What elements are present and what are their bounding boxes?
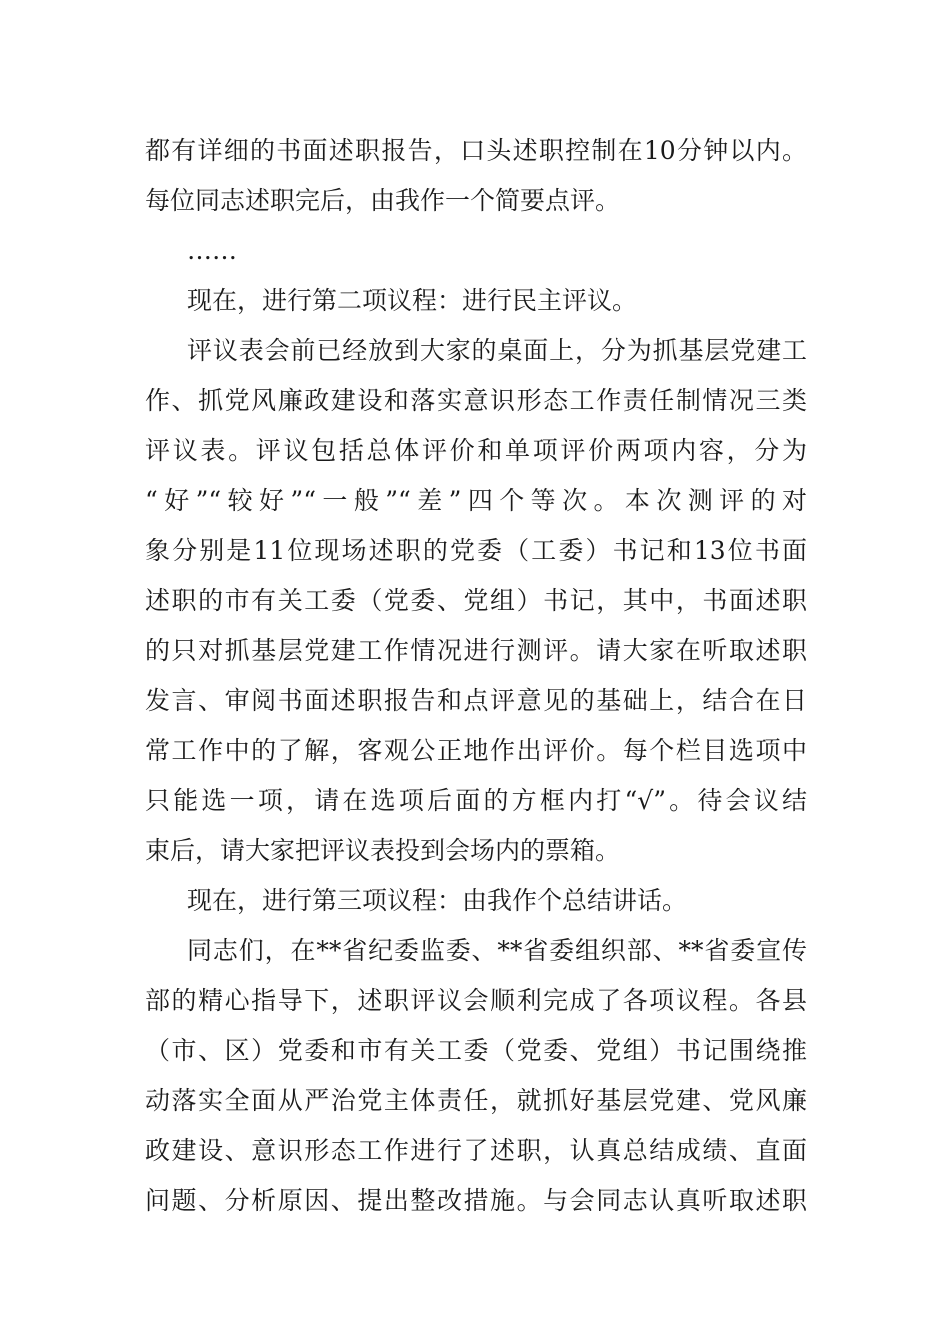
text-line: 都有详细的书面述职报告，口头述职控制在10分钟以内。 xyxy=(145,136,807,165)
text-line: 评议表会前已经放到大家的桌面上，分为抓基层党建工 xyxy=(187,336,807,365)
text-line: 发言、审阅书面述职报告和点评意见的基础上，结合在日 xyxy=(145,686,807,715)
text-line: 象分别是11位现场述职的党委（工委）书记和13位书面 xyxy=(145,536,808,565)
text-line: 现在，进行第三项议程：由我作个总结讲话。 xyxy=(187,886,688,915)
text-line: 现在，进行第二项议程：进行民主评议。 xyxy=(187,286,638,315)
document-page xyxy=(145,126,807,1226)
text-line: 述职的市有关工委（党委、党组）书记，其中，书面述职 xyxy=(145,586,807,615)
text-line: 问题、分析原因、提出整改措施。与会同志认真听取述职 xyxy=(145,1186,807,1215)
text-line: “好”“较好”“一般”“差”四个等次。本次测评的对 xyxy=(145,486,807,515)
text-line: 常工作中的了解，客观公正地作出评价。每个栏目选项中 xyxy=(145,736,807,765)
text-line: 同志们，在**省纪委监委、**省委组织部、**省委宣传 xyxy=(187,936,807,965)
text-line: 每位同志述职完后，由我作一个简要点评。 xyxy=(145,186,621,215)
text-line: 只能选一项，请在选项后面的方框内打“√”。待会议结 xyxy=(145,786,807,815)
text-line: 部的精心指导下，述职评议会顺利完成了各项议程。各县 xyxy=(145,986,807,1015)
text-line: …… xyxy=(187,236,237,265)
text-line: 政建设、意识形态工作进行了述职，认真总结成绩、直面 xyxy=(145,1136,807,1165)
text-line: 束后，请大家把评议表投到会场内的票箱。 xyxy=(145,836,621,865)
text-line: （市、区）党委和市有关工委（党委、党组）书记围绕推 xyxy=(145,1036,807,1065)
text-line: 动落实全面从严治党主体责任，就抓好基层党建、党风廉 xyxy=(145,1086,807,1115)
text-line: 的只对抓基层党建工作情况进行测评。请大家在听取述职 xyxy=(145,636,807,665)
text-line: 作、抓党风廉政建设和落实意识形态工作责任制情况三类 xyxy=(145,386,807,415)
text-line: 评议表。评议包括总体评价和单项评价两项内容，分为 xyxy=(145,436,807,465)
